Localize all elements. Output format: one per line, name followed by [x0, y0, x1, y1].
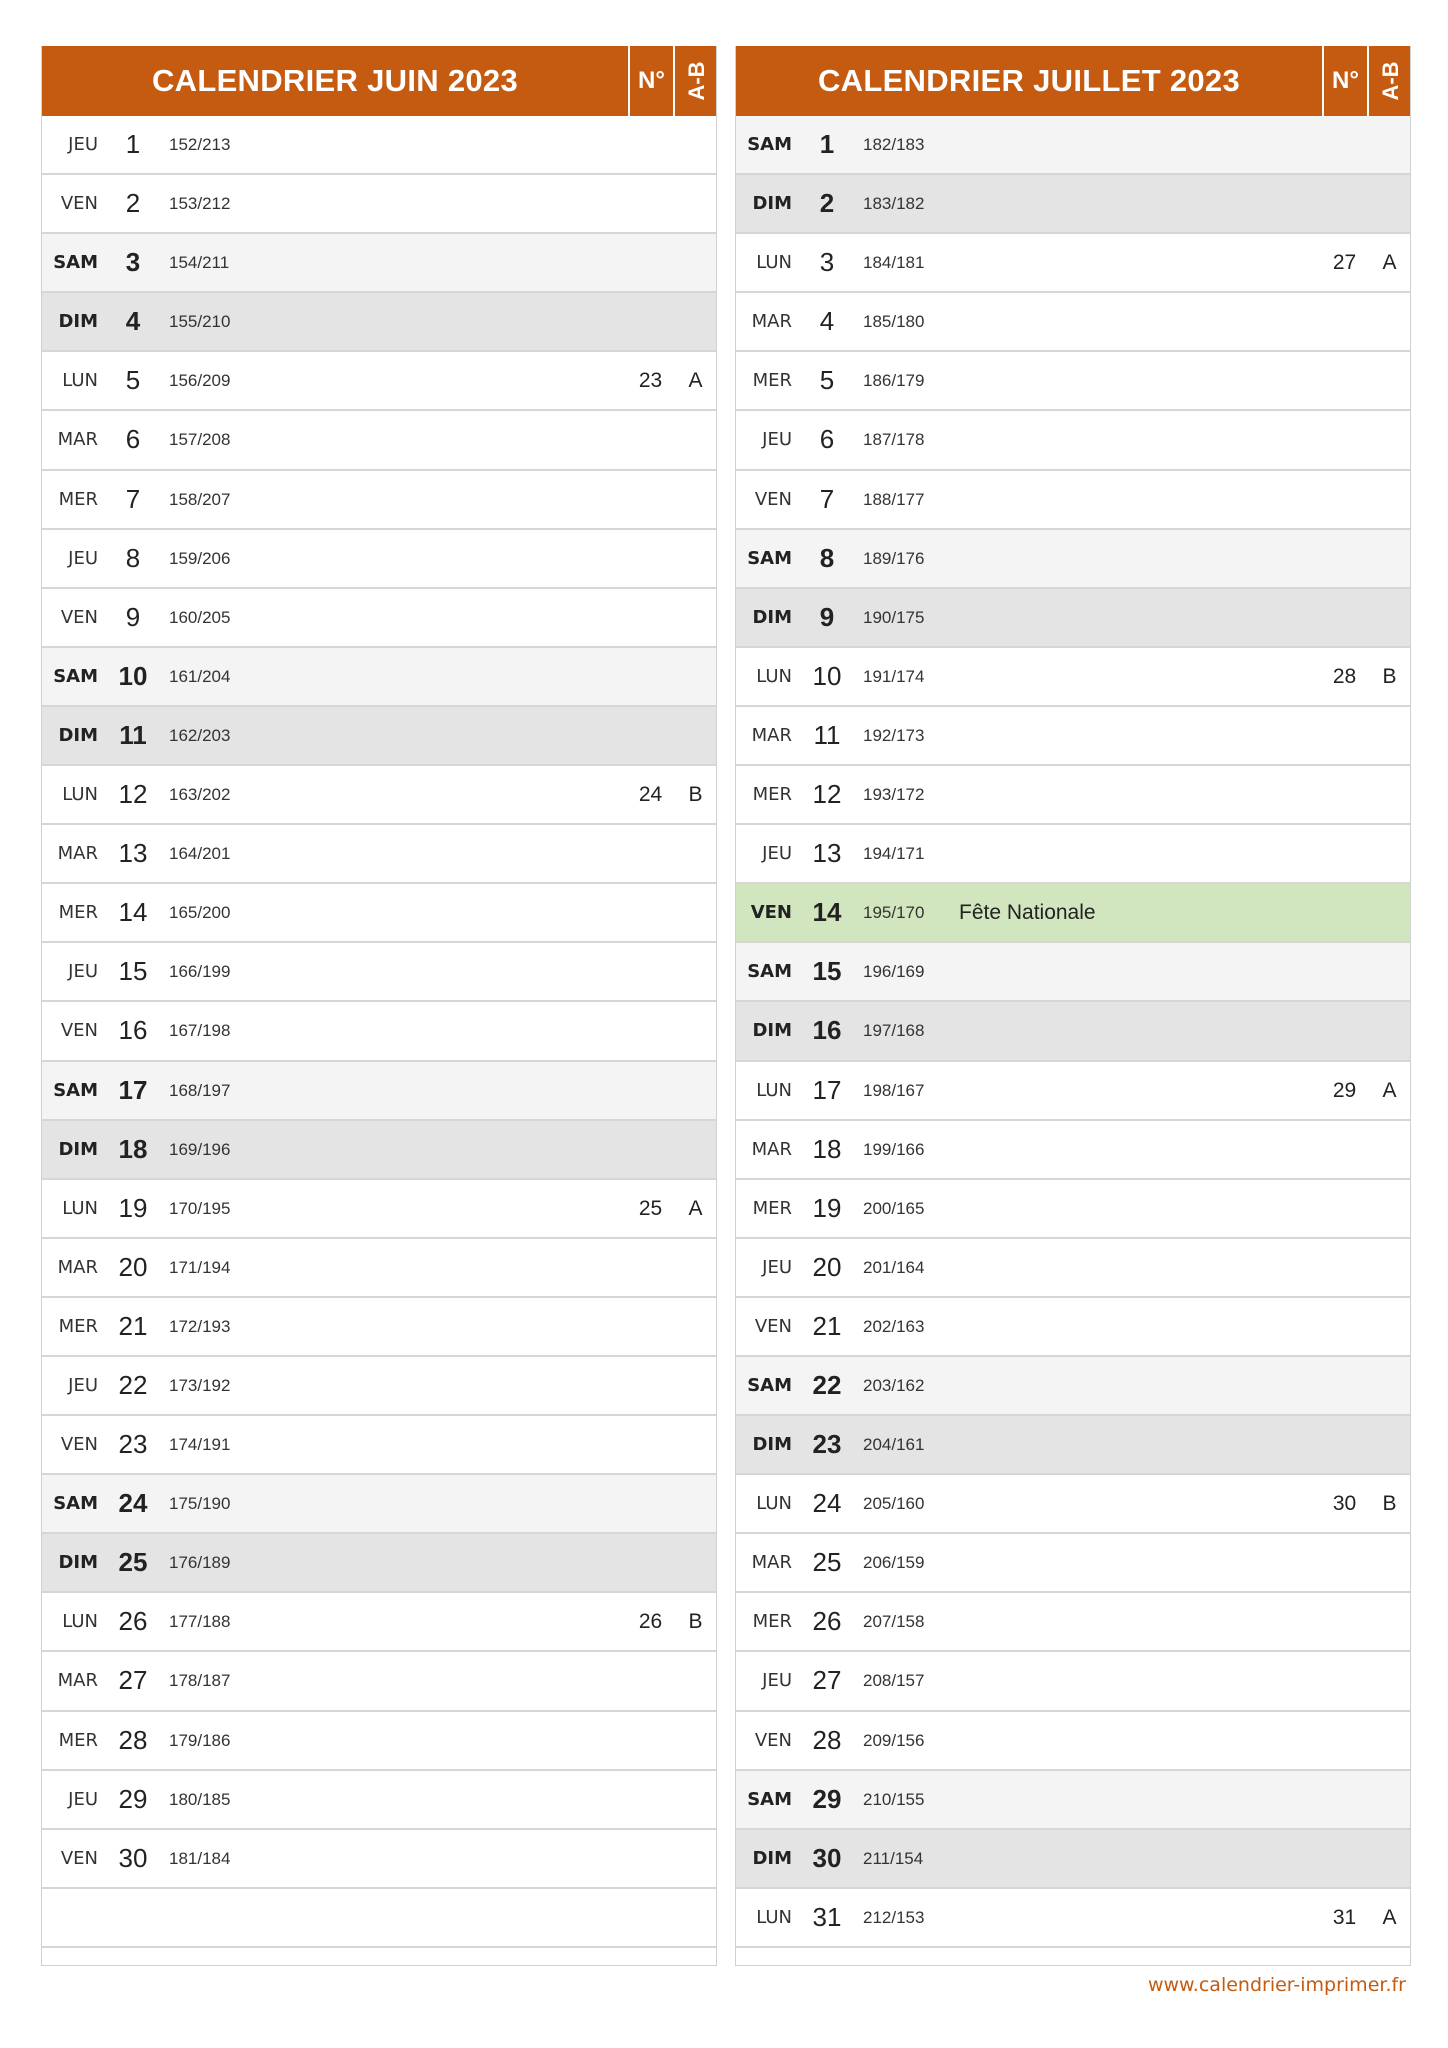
day-number: 25 — [812, 1547, 842, 1578]
day-of-week: MAR — [57, 843, 98, 865]
day-number: 6 — [125, 424, 141, 455]
day-number: 15 — [118, 956, 148, 987]
day-row — [42, 175, 716, 234]
day-of-week: SAM — [53, 1079, 98, 1101]
day-row — [736, 1593, 1410, 1652]
day-of-week: SAM — [747, 134, 792, 155]
day-of-week: DIM — [58, 1138, 98, 1160]
day-number: 25 — [118, 1547, 148, 1578]
day-of-year: 173/192 — [169, 1375, 231, 1395]
day-of-week: MAR — [751, 1552, 792, 1574]
ab-column-label: A-B — [683, 61, 709, 101]
day-row — [736, 175, 1410, 234]
day-of-week: JEU — [68, 1788, 98, 1810]
day-row — [736, 825, 1410, 884]
day-of-week: JEU — [762, 1256, 792, 1278]
day-row — [42, 1475, 716, 1534]
day-number: 3 — [125, 247, 141, 278]
day-row — [42, 1593, 716, 1652]
day-of-week: DIM — [752, 606, 792, 628]
day-of-year: 195/170 — [863, 903, 925, 923]
day-row — [42, 471, 716, 530]
week-ab: B — [1382, 664, 1397, 688]
day-of-year: 200/165 — [863, 1198, 925, 1218]
day-of-year: 202/163 — [863, 1316, 925, 1336]
day-of-year: 184/181 — [863, 253, 925, 273]
day-row — [42, 1771, 716, 1830]
day-of-week: VEN — [60, 193, 98, 215]
day-of-week: MAR — [57, 1670, 98, 1692]
day-of-year: 153/212 — [169, 194, 231, 214]
day-of-year: 159/206 — [169, 548, 231, 568]
day-row — [42, 884, 716, 943]
day-of-year: 201/164 — [863, 1257, 925, 1277]
day-of-year: 161/204 — [169, 666, 231, 686]
day-row — [736, 1062, 1410, 1121]
day-number: 13 — [118, 838, 148, 869]
day-of-year: 189/176 — [863, 548, 925, 568]
day-of-year: 170/195 — [169, 1198, 231, 1218]
day-of-week: VEN — [754, 1315, 792, 1337]
day-row — [736, 589, 1410, 648]
day-of-week: VEN — [60, 1434, 98, 1456]
week-ab: B — [688, 1610, 703, 1634]
day-number: 11 — [813, 719, 841, 750]
day-of-week: MER — [752, 1197, 792, 1219]
day-number: 24 — [812, 1488, 842, 1519]
day-of-week: SAM — [53, 665, 98, 687]
day-number: 2 — [125, 188, 141, 219]
day-number: 1 — [819, 129, 835, 159]
day-number: 22 — [118, 1369, 148, 1400]
day-of-year: 178/187 — [169, 1671, 231, 1691]
month-header — [736, 46, 1410, 116]
day-of-year: 207/158 — [863, 1612, 925, 1632]
day-of-week: VEN — [60, 1020, 98, 1042]
day-number: 4 — [125, 306, 141, 337]
day-of-year: 177/188 — [169, 1612, 231, 1632]
day-of-week: DIM — [752, 1434, 792, 1456]
week-number: 30 — [1332, 1492, 1357, 1516]
week-number-column-header: N° — [628, 46, 673, 116]
day-row — [42, 1830, 716, 1889]
day-number: 18 — [812, 1133, 842, 1164]
day-row — [42, 352, 716, 411]
day-row — [736, 884, 1410, 943]
day-of-week: SAM — [747, 547, 792, 569]
month-title: CALENDRIER JUILLET 2023 — [817, 63, 1241, 98]
day-number — [102, 1889, 164, 1946]
day-of-week: LUN — [756, 1079, 792, 1101]
day-number: 27 — [812, 1665, 842, 1696]
day-of-week: MER — [58, 488, 98, 510]
day-of-year: 175/190 — [169, 1494, 231, 1514]
day-row — [736, 1239, 1410, 1298]
day-row — [42, 1534, 716, 1593]
day-of-year: 172/193 — [169, 1316, 231, 1336]
ab-column-label: A-B — [1377, 61, 1403, 101]
day-of-year: 152/213 — [169, 135, 231, 154]
day-number: 26 — [118, 1606, 148, 1637]
day-of-week: VEN — [60, 1847, 98, 1869]
day-number: 31 — [812, 1901, 842, 1932]
day-number: 14 — [812, 897, 842, 928]
day-of-year: 155/210 — [169, 312, 231, 332]
day-number: 13 — [812, 838, 842, 869]
day-of-week: JEU — [762, 429, 792, 451]
day-of-year: 163/202 — [169, 785, 231, 805]
day-row — [736, 1298, 1410, 1357]
day-of-week: JEU — [68, 547, 98, 569]
month-title: CALENDRIER JUIN 2023 — [151, 63, 519, 98]
day-of-year: 203/162 — [863, 1375, 925, 1395]
day-row — [42, 1416, 716, 1475]
day-number: 19 — [118, 1192, 148, 1223]
day-number: 29 — [812, 1783, 842, 1814]
week-ab: A — [688, 369, 703, 393]
day-of-week: LUN — [756, 1493, 792, 1515]
day-row — [736, 293, 1410, 352]
day-number: 30 — [812, 1842, 842, 1873]
day-of-week: DIM — [58, 311, 98, 333]
day-of-year: 164/201 — [169, 844, 231, 864]
day-of-week: MAR — [57, 429, 98, 451]
day-number: 16 — [118, 1015, 148, 1046]
day-of-year: 191/174 — [863, 666, 925, 686]
day-of-week: MAR — [751, 724, 792, 746]
day-row — [42, 234, 716, 293]
day-row — [42, 1357, 716, 1416]
day-number: 9 — [819, 601, 835, 632]
day-of-week: MER — [752, 1611, 792, 1633]
day-of-year: 199/166 — [863, 1139, 925, 1159]
day-number: 20 — [118, 1251, 148, 1282]
day-number: 24 — [118, 1488, 148, 1519]
day-of-week — [42, 1889, 98, 1946]
day-of-week: LUN — [756, 252, 792, 274]
day-of-week: JEU — [68, 1374, 98, 1396]
week-number: 28 — [1332, 664, 1357, 688]
day-of-year: 192/173 — [863, 725, 925, 745]
day-row — [736, 1652, 1410, 1711]
day-of-week: VEN — [754, 1729, 792, 1751]
day-number: 7 — [819, 483, 835, 514]
day-of-week: SAM — [53, 1493, 98, 1515]
day-number: 29 — [118, 1783, 148, 1814]
day-row — [736, 530, 1410, 589]
day-of-year: 205/160 — [863, 1494, 925, 1514]
day-of-year: 206/159 — [863, 1553, 925, 1573]
day-of-year: 209/156 — [863, 1730, 925, 1750]
day-row — [736, 1712, 1410, 1771]
day-of-week: JEU — [762, 1670, 792, 1692]
day-of-week: MER — [58, 1729, 98, 1751]
week-number-column-header: N° — [1322, 46, 1367, 116]
day-of-week: LUN — [62, 370, 98, 392]
day-row — [736, 1002, 1410, 1061]
day-number: 6 — [819, 424, 835, 455]
footer-website: www.calendrier-imprimer.fr — [1147, 1974, 1406, 1996]
day-of-year: 166/199 — [169, 962, 231, 982]
day-of-year: 210/155 — [863, 1789, 925, 1809]
day-row — [736, 1180, 1410, 1239]
day-of-year: 208/157 — [863, 1671, 925, 1691]
day-number: 14 — [118, 897, 148, 928]
month-june — [41, 46, 717, 1966]
day-row — [42, 766, 716, 825]
day-of-week: LUN — [62, 784, 98, 806]
day-row — [42, 1121, 716, 1180]
day-of-year: 167/198 — [169, 1021, 231, 1041]
month-july — [735, 46, 1411, 1966]
day-number: 12 — [812, 779, 842, 810]
day-number: 8 — [819, 542, 835, 573]
day-number: 12 — [118, 779, 148, 810]
day-number: 10 — [118, 660, 148, 691]
week-number: 25 — [638, 1196, 663, 1220]
week-number: 26 — [638, 1610, 663, 1634]
day-number: 5 — [125, 365, 141, 396]
day-row — [42, 411, 716, 470]
day-number: 28 — [118, 1724, 148, 1755]
week-ab: A — [688, 1196, 703, 1220]
day-of-week: VEN — [750, 902, 792, 924]
day-number: 9 — [125, 601, 141, 632]
day-of-year: 197/168 — [863, 1021, 925, 1041]
day-of-week: MER — [58, 1315, 98, 1337]
day-number: 19 — [812, 1192, 842, 1223]
day-of-year: 168/197 — [169, 1080, 231, 1100]
week-number: 24 — [638, 783, 663, 807]
day-row — [736, 1357, 1410, 1416]
day-of-year: 182/183 — [863, 135, 925, 154]
day-number: 26 — [812, 1606, 842, 1637]
day-of-year: 193/172 — [863, 785, 925, 805]
ab-column-header — [673, 46, 718, 116]
week-ab: A — [1382, 1078, 1397, 1102]
day-row — [736, 1416, 1410, 1475]
day-of-year: 188/177 — [863, 489, 925, 509]
day-number: 18 — [118, 1133, 148, 1164]
day-row — [736, 234, 1410, 293]
day-of-year: 154/211 — [169, 253, 230, 273]
day-number: 7 — [125, 483, 141, 514]
day-of-week: LUN — [62, 1197, 98, 1219]
day-of-week: SAM — [747, 1788, 792, 1810]
day-of-year: 181/184 — [169, 1848, 231, 1868]
day-row — [42, 1002, 716, 1061]
day-row — [736, 411, 1410, 470]
day-of-week: DIM — [58, 1552, 98, 1574]
day-number: 23 — [812, 1429, 842, 1460]
day-row — [736, 1121, 1410, 1180]
day-of-week: LUN — [62, 1611, 98, 1633]
week-ab: A — [1382, 251, 1397, 275]
day-of-week: DIM — [752, 1847, 792, 1869]
day-row — [736, 1771, 1410, 1830]
day-number: 21 — [812, 1310, 842, 1341]
week-ab: B — [1382, 1492, 1397, 1516]
day-of-year: 180/185 — [169, 1789, 231, 1809]
day-of-week: JEU — [762, 843, 792, 865]
day-of-week: DIM — [752, 193, 792, 215]
day-row — [736, 471, 1410, 530]
day-number: 2 — [819, 188, 835, 219]
day-number: 21 — [118, 1310, 148, 1341]
day-of-year: 156/209 — [169, 371, 231, 391]
day-of-year: 187/178 — [863, 430, 925, 450]
day-of-year: 179/186 — [169, 1730, 231, 1750]
day-of-week: VEN — [60, 606, 98, 628]
empty-row — [42, 1889, 716, 1948]
month-header — [42, 46, 716, 116]
day-row — [42, 648, 716, 707]
day-of-week: SAM — [53, 252, 98, 274]
week-number: 23 — [638, 369, 663, 393]
day-of-year: 174/191 — [169, 1435, 231, 1455]
day-row — [736, 116, 1410, 175]
day-of-year: 157/208 — [169, 430, 231, 450]
day-of-year: 198/167 — [863, 1080, 925, 1100]
day-row — [42, 1298, 716, 1357]
day-row — [42, 1180, 716, 1239]
day-of-year: 190/175 — [863, 607, 925, 627]
day-row — [736, 648, 1410, 707]
day-of-year: 171/194 — [169, 1257, 231, 1277]
day-of-week: JEU — [68, 961, 98, 983]
day-of-week: LUN — [756, 665, 792, 687]
day-number: 5 — [819, 365, 835, 396]
day-of-year: 204/161 — [863, 1435, 925, 1455]
day-row — [42, 116, 716, 175]
day-of-week: MAR — [57, 1256, 98, 1278]
day-row — [736, 1475, 1410, 1534]
holiday-label: Fête Nationale — [959, 901, 1096, 925]
day-row — [736, 1830, 1410, 1889]
day-of-week: LUN — [756, 1906, 792, 1928]
day-of-year: 212/153 — [863, 1907, 925, 1927]
day-row — [42, 1239, 716, 1298]
day-number: 16 — [812, 1015, 842, 1046]
day-of-year: 176/189 — [169, 1553, 231, 1573]
day-of-year: 160/205 — [169, 607, 231, 627]
day-number: 17 — [812, 1074, 842, 1105]
day-of-year: 196/169 — [863, 962, 925, 982]
day-row — [736, 352, 1410, 411]
day-of-year: 169/196 — [169, 1139, 231, 1159]
day-row — [42, 293, 716, 352]
day-number: 20 — [812, 1251, 842, 1282]
day-of-year: 186/179 — [863, 371, 925, 391]
day-of-year: 183/182 — [863, 194, 925, 214]
day-number: 10 — [812, 660, 842, 691]
day-of-week: MAR — [751, 1138, 792, 1160]
week-number: 29 — [1332, 1078, 1357, 1102]
day-of-week: MER — [752, 370, 792, 392]
day-row — [736, 766, 1410, 825]
day-of-week: SAM — [747, 961, 792, 983]
day-of-week: MER — [752, 784, 792, 806]
day-row — [42, 1652, 716, 1711]
day-number: 23 — [118, 1429, 148, 1460]
day-row — [736, 1534, 1410, 1593]
day-number: 4 — [819, 306, 835, 337]
day-number: 27 — [118, 1665, 148, 1696]
day-of-year: 211/154 — [863, 1848, 924, 1868]
day-of-week: VEN — [754, 488, 792, 510]
day-of-week: DIM — [752, 1020, 792, 1042]
day-of-week: MER — [58, 902, 98, 924]
day-of-week: JEU — [68, 134, 98, 155]
day-row — [42, 1062, 716, 1121]
day-row — [42, 589, 716, 648]
day-number: 3 — [819, 247, 835, 278]
day-number: 30 — [118, 1842, 148, 1873]
day-row — [42, 943, 716, 1002]
day-row — [42, 530, 716, 589]
day-row — [42, 707, 716, 766]
day-number: 8 — [125, 542, 141, 573]
day-of-year: 165/200 — [169, 903, 231, 923]
day-number: 15 — [812, 956, 842, 987]
day-rows — [42, 116, 716, 1948]
day-row — [736, 707, 1410, 766]
day-rows — [736, 116, 1410, 1948]
day-number: 17 — [118, 1074, 148, 1105]
day-of-year: 162/203 — [169, 725, 231, 745]
day-row — [42, 1712, 716, 1771]
day-of-week: DIM — [58, 724, 98, 746]
day-of-year: 158/207 — [169, 489, 231, 509]
day-number: 11 — [119, 719, 147, 750]
day-of-year: 185/180 — [863, 312, 925, 332]
day-row — [42, 825, 716, 884]
day-number: 22 — [812, 1369, 842, 1400]
week-number: 31 — [1332, 1905, 1357, 1929]
day-of-week: SAM — [747, 1374, 792, 1396]
day-row — [736, 943, 1410, 1002]
day-row — [736, 1889, 1410, 1948]
week-ab: A — [1382, 1905, 1397, 1929]
day-number: 1 — [125, 129, 141, 159]
ab-column-header — [1367, 46, 1412, 116]
week-number: 27 — [1332, 251, 1357, 275]
day-number: 28 — [812, 1724, 842, 1755]
day-of-week: MAR — [751, 311, 792, 333]
day-of-year: 194/171 — [863, 844, 925, 864]
week-ab: B — [688, 783, 703, 807]
